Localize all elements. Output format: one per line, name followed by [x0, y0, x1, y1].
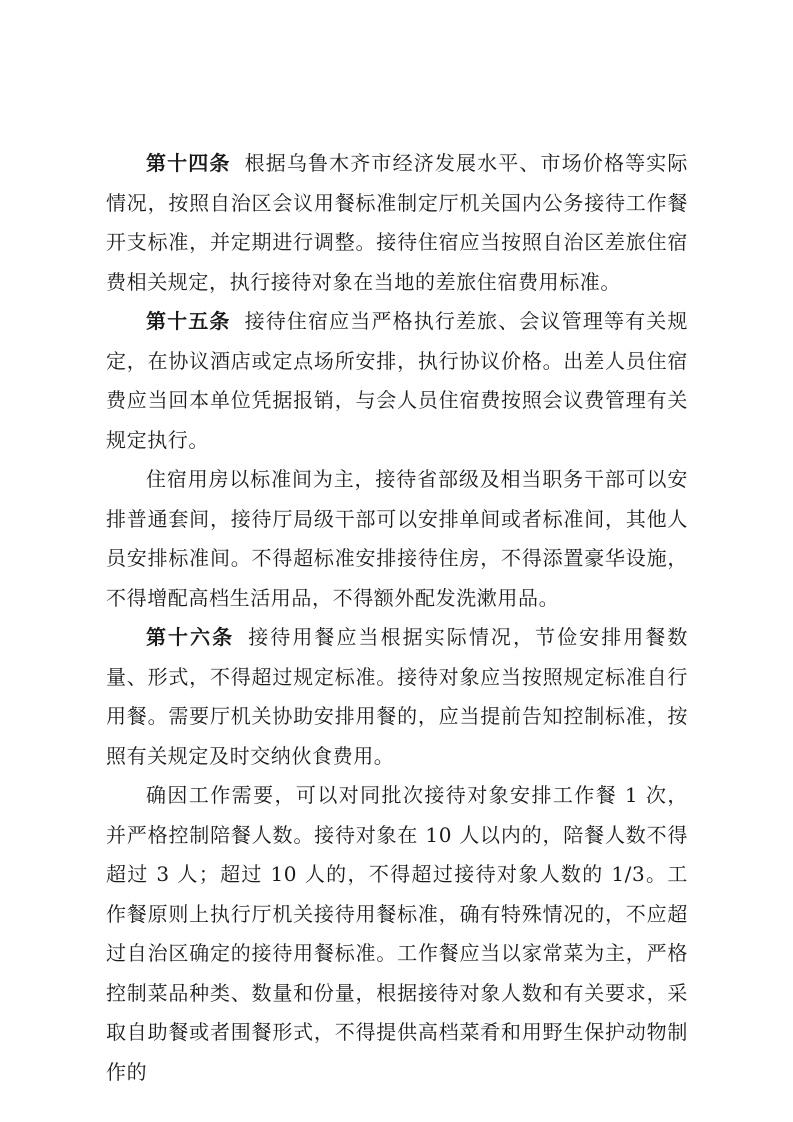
document-body — [106, 144, 688, 1092]
paragraph-text: 接待住宿应当严格执行差旅、会议管理等有关规定，在协议酒店或定点场所安排，执行协议价格。出差人员住宿费应当回本单位凭据报销，与会人员住宿费按照会议费管理有关规定执行。 — [106, 309, 688, 452]
paragraph-text: 根据乌鲁木齐市经济发展水平、市场价格等实际情况，按照自治区会议用餐标准制定厅机关国内公务接待工作餐开支标准，并定期进行调整。接待住宿应当按照自治区差旅住宿费相关规定，执行接待对象在当地的差旅住宿费用标准。 — [106, 151, 688, 294]
paragraph-text: 确因工作需要，可以对同批次接待对象安排工作餐 1 次，并严格控制陪餐人数。接待对象在 10 人以内的，陪餐人数不得超过 3 人；超过 10 人的，不得超过接待对象人数的 1/3。工作餐原则上执行厅机关接待用餐标准，确有特殊情况的，不应超过自治区确定的接待用餐标准。工作餐应当以家常菜为主，严格控制菜品种类、数量和份量，根据接待对象人数和有关要求，采取自助餐或者围餐形式，不得提供高档菜肴和用野生保护动物制作的 — [106, 783, 688, 1084]
paragraph-article-15 — [106, 302, 688, 460]
paragraph-accommodation-rooms — [106, 460, 688, 618]
paragraph-text: 接待用餐应当根据实际情况，节俭安排用餐数量、形式，不得超过规定标准。接待对象应当按照规定标准自行用餐。需要厅机关协助安排用餐的，应当提前告知控制标准，按照有关规定及时交纳伙食费用。 — [106, 625, 689, 768]
paragraph-working-meal — [106, 776, 688, 1092]
paragraph-text: 住宿用房以标准间为主，接待省部级及相当职务干部可以安排普通套间，接待厅局级干部可以安排单间或者标准间，其他人员安排标准间。不得超标准安排接待住房，不得添置豪华设施，不得增配高档生活用品，不得额外配发洗漱用品。 — [106, 467, 688, 610]
article-number: 第十四条 — [146, 151, 231, 175]
article-number: 第十六条 — [146, 625, 235, 649]
article-number: 第十五条 — [146, 309, 231, 333]
paragraph-article-16 — [106, 618, 688, 776]
paragraph-article-14 — [106, 144, 688, 302]
